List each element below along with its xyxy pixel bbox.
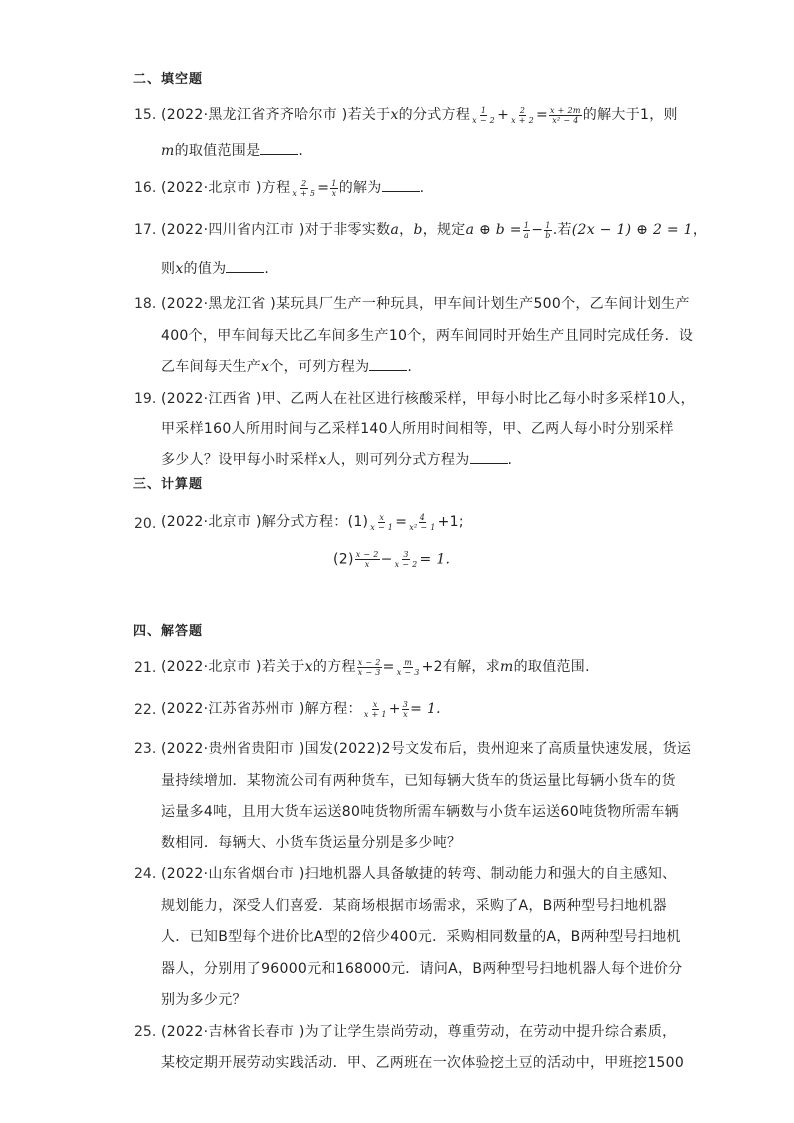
question-23-line-1: [161, 738, 691, 758]
numerator: 4: [419, 512, 426, 522]
text: .: [298, 143, 304, 159]
source-tag: (2022·江苏省苏州市 ): [161, 701, 305, 717]
text: 个，可列方程为: [269, 359, 370, 375]
text: +2有解，求: [421, 659, 501, 675]
math-expr: (2x − 1) ⊕ 2 = 1: [571, 222, 693, 238]
question-20-line-2: [333, 550, 450, 569]
operator: =: [395, 514, 408, 530]
question-24-line-1: [161, 863, 676, 883]
question-23-line-4: 数相同．每辆大、小货车货运量分别是多少吨？: [161, 835, 462, 851]
numerator: x: [372, 699, 378, 709]
numerator: x − 2: [357, 657, 381, 667]
question-19-line-2: 甲采样160人所用时间与乙采样140人所用时间相等，甲、乙两人每小时分别采样: [161, 421, 674, 437]
denominator: x − 3: [357, 667, 381, 677]
question-number-25: 25.: [134, 1024, 157, 1040]
math-var: a: [390, 222, 400, 238]
question-23-line-2: 量持续增加．某物流公司有两种货车，已知每辆大货车的货运量比每辆小货车的货: [161, 773, 676, 789]
text: 的分式方程: [398, 107, 471, 123]
text: +1;: [437, 514, 464, 530]
fraction: [330, 179, 337, 198]
math-var: x: [304, 659, 313, 675]
denominator: x + 2: [511, 115, 534, 125]
numerator: 1: [331, 178, 337, 188]
question-number-15: 15.: [134, 107, 157, 123]
text: .: [507, 452, 513, 468]
text: .: [407, 359, 413, 375]
question-number-23: 23.: [134, 741, 157, 757]
question-number-21: 21.: [134, 660, 157, 676]
numerator: x + 2m: [550, 105, 581, 115]
text: 扫地机器人具备敏捷的转弯、制动能力和强大的自主感知、: [304, 866, 677, 882]
fraction: [471, 106, 496, 125]
text: 若关于: [261, 659, 305, 675]
numerator: 1: [523, 220, 530, 230]
math-var: m: [500, 659, 514, 675]
source-tag: (2022·江西省 ): [161, 391, 262, 407]
fraction: [357, 658, 382, 677]
question-17-line-2: [161, 258, 269, 278]
denominator: x + 5: [292, 188, 316, 198]
text: 的解大于1，则: [582, 107, 678, 123]
denominator: x − 2: [394, 560, 418, 569]
math-expr: a ⊕ b =: [465, 222, 522, 238]
operator: =: [382, 659, 395, 675]
question-25-line-1: [161, 1021, 676, 1041]
question-17-line-1: [161, 219, 707, 240]
source-tag: (2022·北京市 ): [161, 180, 262, 196]
question-number-22: 22.: [134, 702, 157, 718]
math-expr: = 1.: [419, 551, 451, 568]
text: .: [419, 180, 425, 196]
math-var: x: [175, 261, 184, 277]
section-fill-in: 二、填空题: [133, 72, 204, 87]
question-24-line-3: 人．已知B型每个进价比A型的2倍少400元．采购相同数量的A，B两种型号扫地机: [161, 929, 681, 945]
question-18-line-1: [161, 293, 690, 313]
numerator: 2: [519, 105, 526, 115]
source-tag: (2022·北京市 ): [161, 514, 262, 530]
operator: =: [317, 180, 330, 196]
math-var: b: [413, 222, 423, 238]
denominator: x: [331, 188, 337, 198]
question-18-line-3: [161, 356, 412, 376]
text: 的取值范围是: [174, 143, 261, 159]
answer-blank[interactable]: [260, 142, 298, 155]
question-18-line-2: 400个，甲车间每天比乙车间多生产10个，两车间同时开始生产且同时完成任务．设: [161, 328, 694, 344]
text: 的解为: [338, 180, 382, 196]
source-tag: (2022·北京市 ): [161, 659, 262, 675]
fraction: [523, 221, 530, 240]
numerator: 1: [545, 220, 551, 230]
text: 若关于: [347, 107, 391, 123]
text: 国发(2022)2号文发布后，贵州迎来了高质量快速发展，货运: [304, 741, 692, 757]
math-var: m: [161, 143, 175, 159]
source-tag: (2022·黑龙江省 ): [161, 296, 277, 312]
text: 的值为: [183, 261, 227, 277]
operator: +: [388, 701, 401, 717]
fraction: [355, 550, 380, 569]
text: 为了让学生崇尚劳动，尊重劳动，在劳动中提升综合素质，: [304, 1024, 677, 1040]
denominator: a: [524, 230, 530, 240]
numerator: m: [404, 657, 413, 667]
text: ，: [399, 222, 414, 238]
question-15-line-2: [161, 140, 303, 160]
numerator: 1: [480, 105, 487, 115]
text: 对于非零实数: [304, 222, 391, 238]
denominator: x: [364, 560, 370, 569]
section-calculation: 三、计算题: [133, 477, 204, 492]
text: (2): [333, 551, 354, 568]
text: 的取值范围.: [513, 659, 590, 675]
text: .若: [552, 222, 572, 238]
fraction: [394, 550, 419, 569]
question-24-line-5: 别为多少元？: [161, 992, 247, 1008]
text: 多少人？设甲每小时采样: [161, 452, 319, 468]
text: 解分式方程：(1): [261, 514, 369, 530]
question-25-line-2: 某校定期开展劳动实践活动．甲、乙两班在一次体验挖土豆的活动中，甲班挖1500: [161, 1055, 685, 1071]
text: 方程: [261, 180, 291, 196]
math-var: x: [261, 359, 270, 375]
section-answer: 四、解答题: [133, 624, 204, 639]
fraction: [510, 106, 535, 125]
denominator: x − 1: [370, 522, 394, 532]
fraction: [363, 700, 388, 719]
fraction: [402, 700, 409, 719]
fraction: [369, 513, 394, 532]
question-number-19: 19.: [134, 391, 157, 407]
operator: −: [380, 551, 393, 568]
denominator: x² − 4: [552, 115, 579, 125]
fraction: [396, 658, 421, 677]
text: 的方程: [312, 659, 356, 675]
answer-blank[interactable]: [382, 179, 420, 192]
answer-blank[interactable]: [369, 358, 407, 371]
text: 解方程：: [304, 701, 362, 717]
text: 则: [161, 261, 176, 277]
text: 甲、乙两人在社区进行核酸采样，甲每小时比乙每小时多采样10人，: [261, 391, 695, 407]
numerator: 3: [402, 699, 409, 709]
text: .: [264, 261, 270, 277]
fraction: [291, 179, 316, 198]
text: ，规定: [422, 222, 466, 238]
fraction: [549, 106, 582, 125]
question-23-line-3: 运量多4吨，且用大货车运送80吨货物所需车辆数与小货车运送60吨货物所需车辆: [161, 804, 679, 820]
denominator: x: [403, 709, 408, 719]
operator: =: [535, 107, 549, 123]
denominator: x − 2: [472, 115, 496, 125]
source-tag: (2022·四川省内江市 ): [161, 222, 305, 238]
denominator: x + 1: [363, 709, 387, 719]
question-15-line-1: [161, 104, 678, 125]
numerator: 3: [403, 550, 409, 559]
question-21-line-1: [161, 656, 590, 677]
denominator: b: [545, 230, 551, 240]
math-expr: = 1.: [410, 701, 441, 717]
question-24-line-2: 规划能力，深受人们喜爱．某商场根据市场需求，采购了A，B两种型号扫地机器: [161, 898, 667, 914]
source-tag: (2022·黑龙江省齐齐哈尔市 ): [161, 107, 348, 123]
text: 乙车间每天生产: [161, 359, 262, 375]
operator: −: [531, 222, 544, 238]
operator: +: [497, 107, 510, 123]
question-16-line-1: [161, 177, 424, 198]
question-number-20: 20.: [134, 516, 157, 532]
source-tag: (2022·吉林省长春市 ): [161, 1024, 305, 1040]
denominator: x − 3: [396, 667, 420, 677]
question-number-17: 17.: [134, 222, 157, 238]
source-tag: (2022·山东省烟台市 ): [161, 866, 305, 882]
math-var: x: [390, 107, 399, 123]
question-number-18: 18.: [134, 296, 157, 312]
question-number-16: 16.: [134, 180, 157, 196]
text: ，: [692, 222, 708, 238]
text: 某玩具厂生产一种玩具，甲车间计划生产500个，乙车间计划生产: [276, 296, 690, 312]
denominator: x² − 1: [409, 522, 436, 532]
numerator: 2: [301, 178, 307, 188]
text: 人，则可列分式方程为: [326, 452, 470, 468]
fraction: [408, 513, 436, 532]
question-19-line-3: [161, 449, 512, 469]
source-tag: (2022·贵州省贵阳市 ): [161, 741, 305, 757]
math-var: x: [318, 452, 327, 468]
numerator: x: [379, 512, 385, 522]
question-19-line-1: [161, 388, 695, 408]
numerator: x − 2: [355, 550, 379, 559]
answer-blank[interactable]: [470, 451, 508, 464]
question-20-line-1: [161, 511, 464, 532]
question-22-line-1: [161, 698, 441, 719]
question-24-line-4: 器人，分别用了96000元和168000元．请问A，B两种型号扫地机器人每个进价分: [161, 961, 683, 977]
fraction: [544, 221, 551, 240]
question-number-24: 24.: [134, 866, 157, 882]
answer-blank[interactable]: [226, 260, 264, 273]
